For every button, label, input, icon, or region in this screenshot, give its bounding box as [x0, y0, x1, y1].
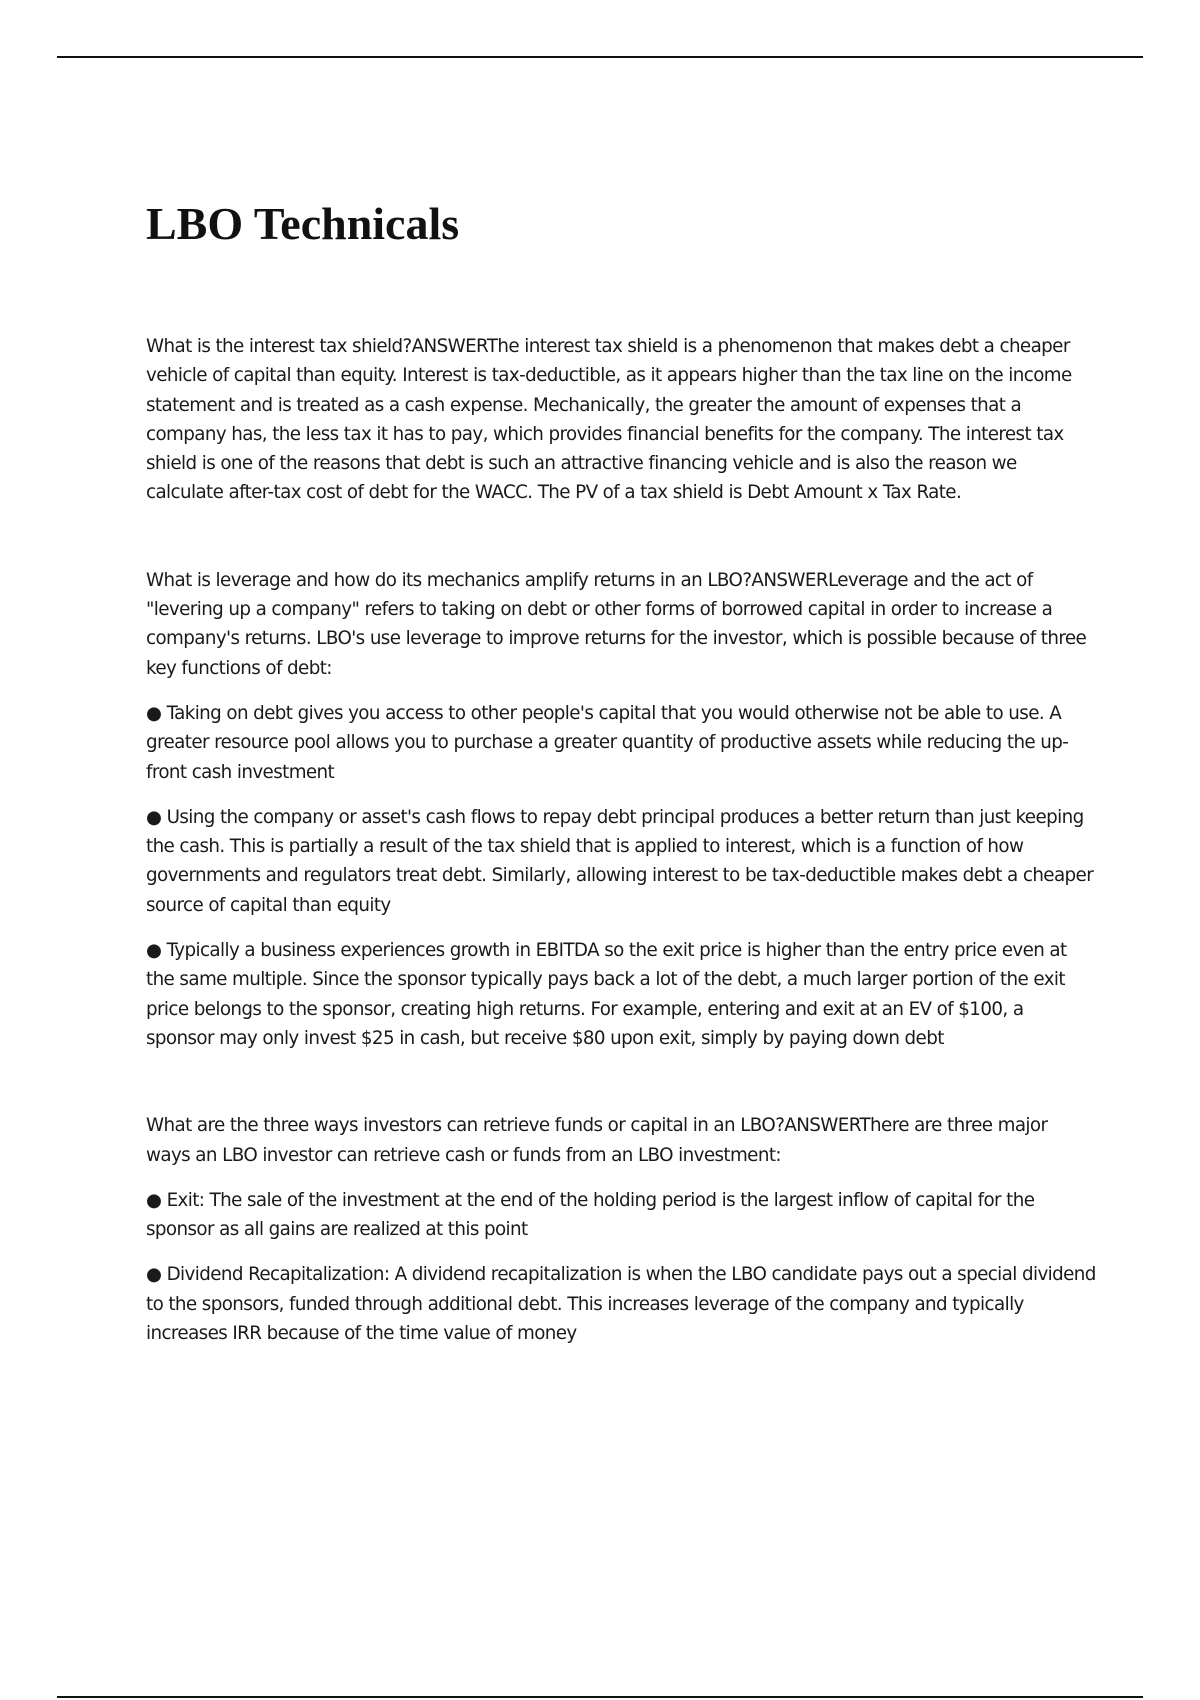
qa-section-leverage: [146, 566, 1096, 1053]
top-divider: [57, 56, 1143, 58]
qa-section-retrieve-funds: [146, 1111, 1096, 1348]
question-answer-paragraph: What is leverage and how do its mechanics amplify returns in an LBO?ANSWERLeverage and the act of "levering up a company" refers to taking on debt or other forms of borrowed capital in order to increase a company's returns. LBO's use leverage to improve returns for the investor, which is possible because of three key functions of debt:: [146, 569, 1087, 679]
question-answer-paragraph: What are the three ways investors can retrieve funds or capital in an LBO?ANSWERThere are three major ways an LBO investor can retrieve cash or funds from an LBO investment:: [146, 1115, 1048, 1166]
document-body: [146, 332, 1096, 1348]
bullet-item: ● Taking on debt gives you access to other people's capital that you would otherwise not be able to use. A greater resource pool allows you to purchase a greater quantity of productive assets while reducing the up-front cash investment: [146, 702, 1069, 783]
bullet-item: ● Dividend Recapitalization: A dividend recapitalization is when the LBO candidate pays out a special dividend to the sponsors, funded through additional debt. This increases leverage of the company and typically increases IRR because of the time value of money: [146, 1264, 1096, 1345]
page-title: LBO Technicals: [146, 198, 460, 249]
question-answer-paragraph: What is the interest tax shield?ANSWERThe interest tax shield is a phenomenon that makes debt a cheaper vehicle of capital than equity. Interest is tax-deductible, as it appears higher than the tax line on the income statement and is treated as a cash expense. Mechanically, the greater the amount of expenses that a company has, the less tax it has to pay, which provides financial benefits for the company. The interest tax shield is one of the reasons that debt is such an attractive financing vehicle and is also the reason we calculate after-tax cost of debt for the WACC. The PV of a tax shield is Debt Amount x Tax Rate.: [146, 336, 1072, 504]
bullet-item: ● Exit: The sale of the investment at the end of the holding period is the largest inflow of capital for the sponsor as all gains are realized at this point: [146, 1189, 1035, 1241]
bullet-item: ● Typically a business experiences growth in EBITDA so the exit price is higher than the entry price even at the same multiple. Since the sponsor typically pays back a lot of the debt, a much larger portion of the exit price belongs to the sponsor, creating high returns. For example, entering and exit at an EV of $100, a sponsor may only invest $25 in cash, but receive $80 upon exit, simply by paying down debt: [146, 940, 1067, 1049]
qa-section-interest-tax-shield: [146, 332, 1096, 508]
bullet-item: ● Using the company or asset's cash flows to repay debt principal produces a better return than just keeping the cash. This is partially a result of the tax shield that is applied to interest, which is a function of how governments and regulators treat debt. Similarly, allowing interest to be tax-deductible makes debt a cheaper source of capital than equity: [146, 806, 1094, 916]
bottom-divider: [57, 1696, 1143, 1698]
